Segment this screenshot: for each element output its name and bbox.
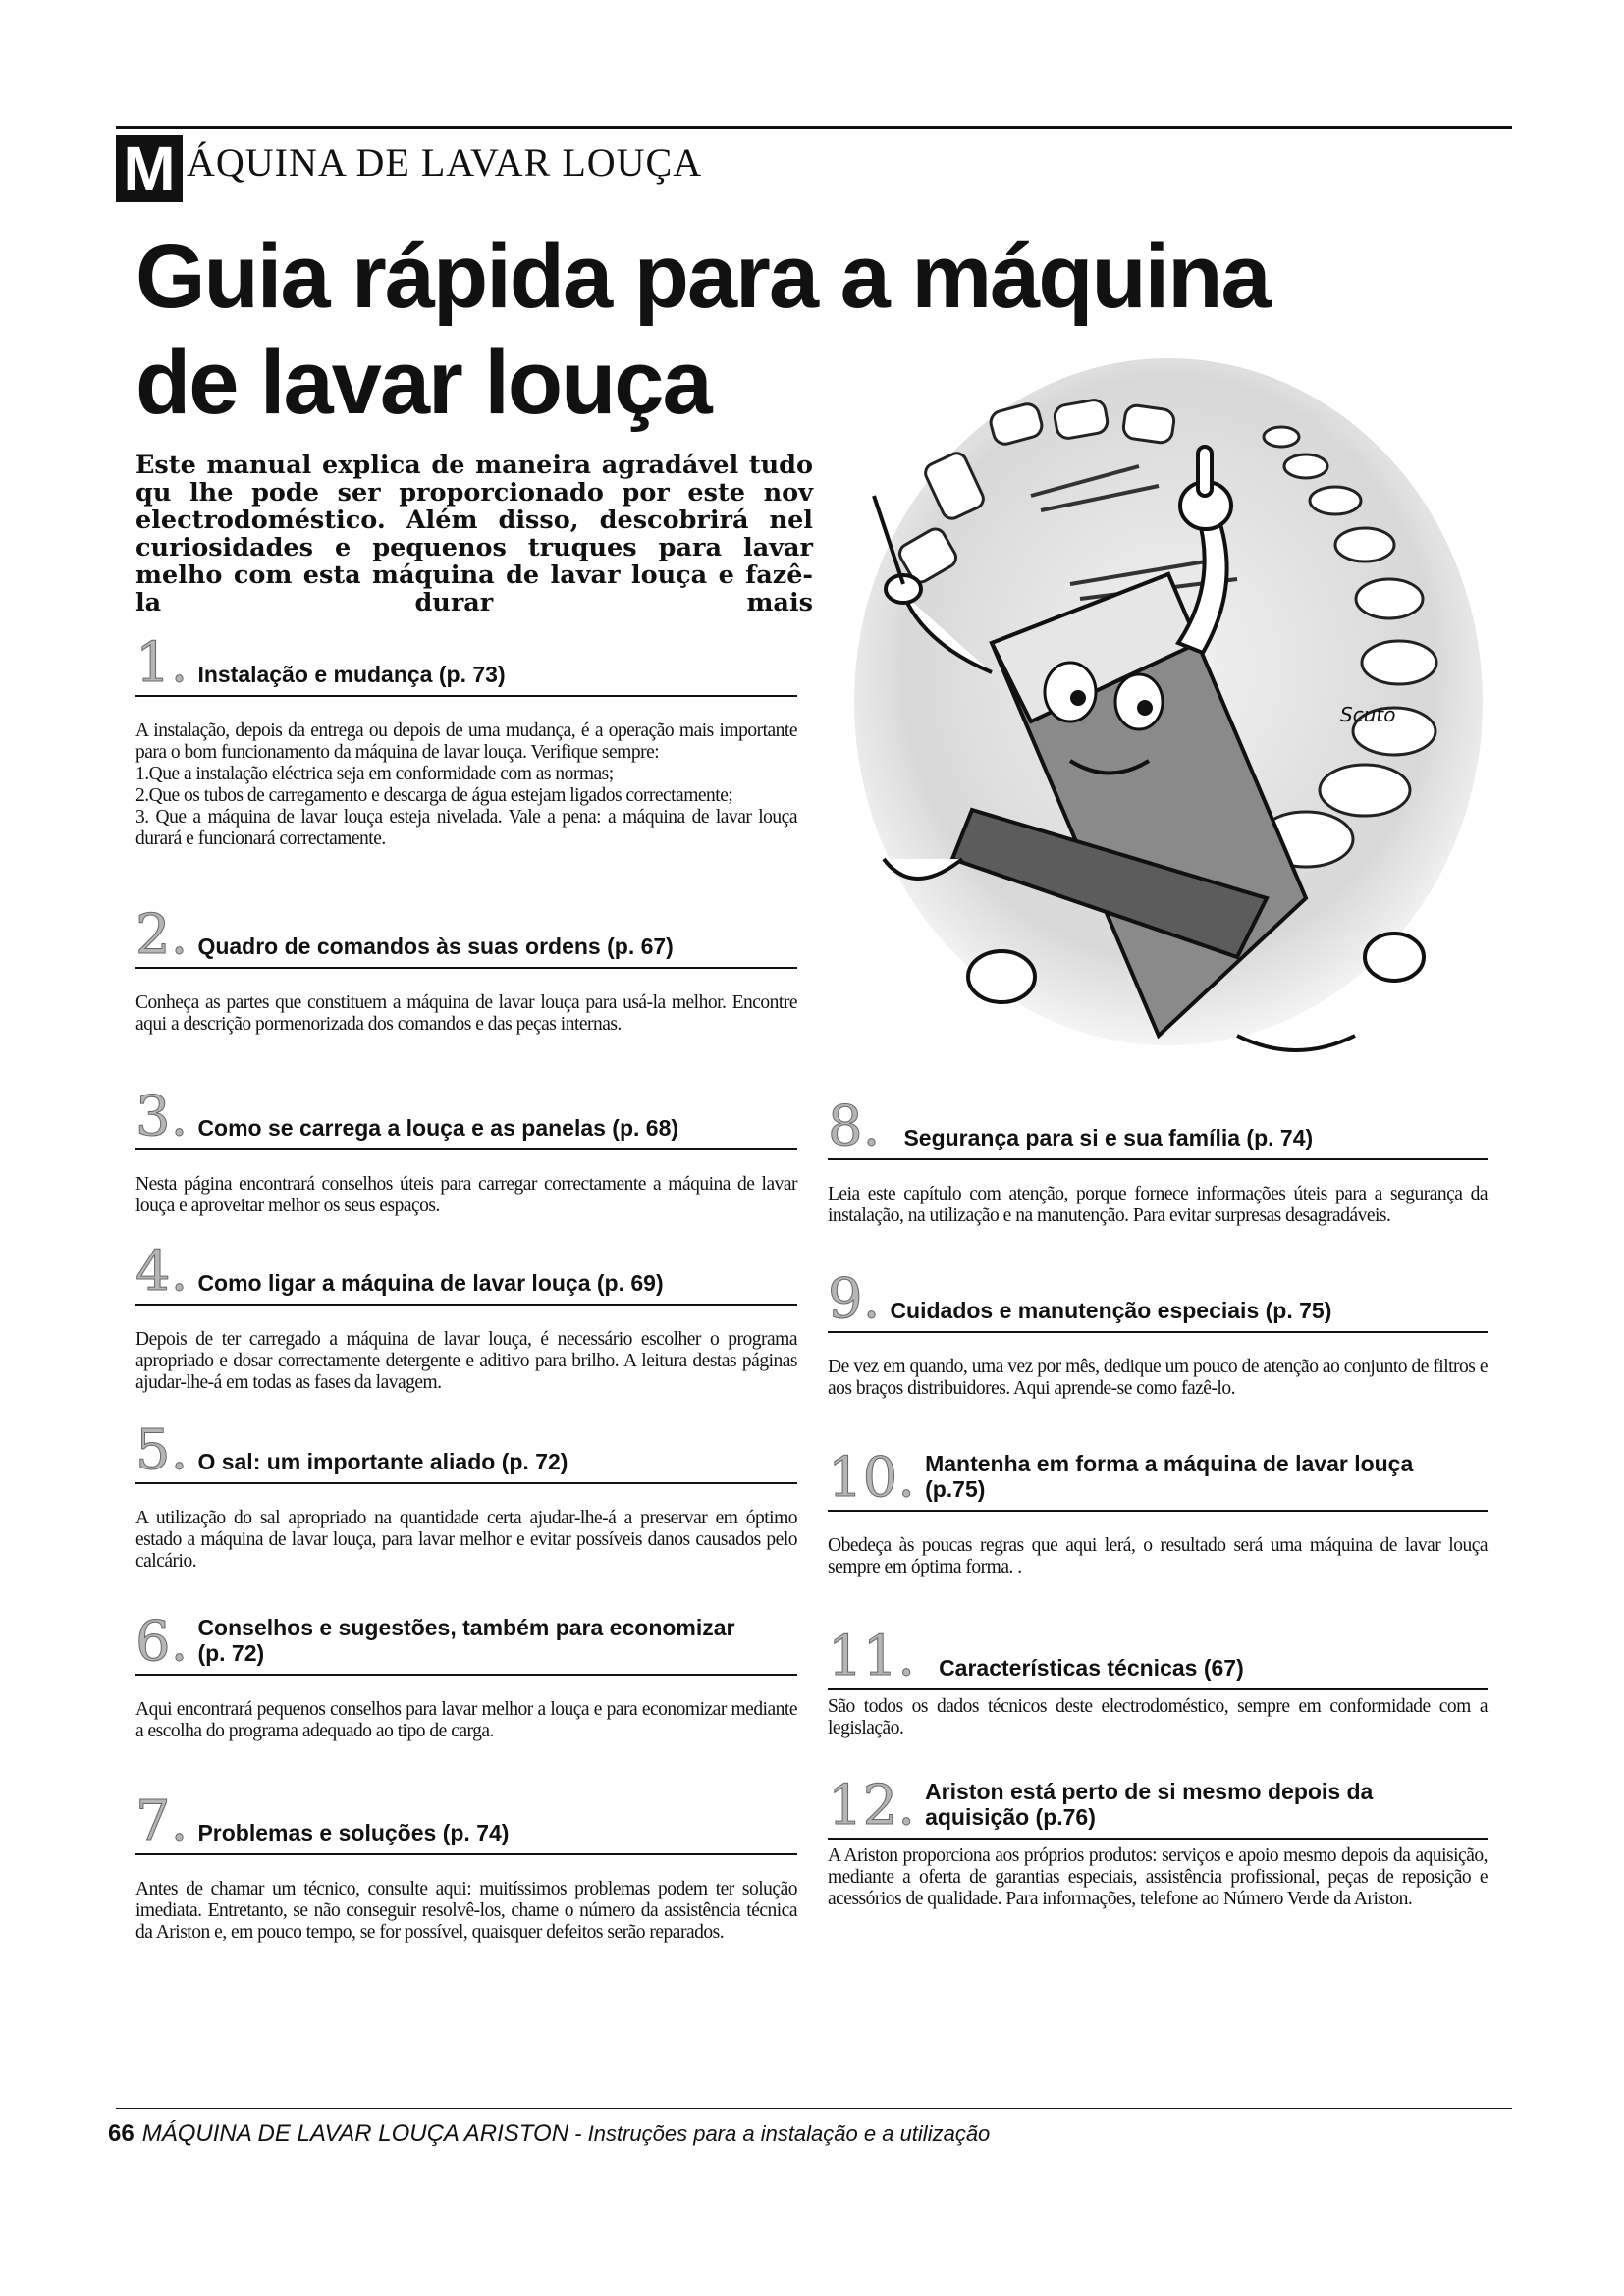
section-6-body: Aqui encontrará pequenos conselhos para lavar melhor a louça e para economizar mediante a escolha do programa adequado ao tipo de carga. [135,1699,797,1741]
section-5-body: A utilização do sal apropriado na quantidade certa ajudar-lhe-á a preservar em óptimo estado a máquina de lavar louça, para lavar melhor e evitar possíveis danos causados pelo calcário. [135,1508,797,1572]
section-1-header [135,631,797,697]
header-title: ÁQUINA DE LAVAR LOUÇA [187,140,703,185]
section-12-number: 12. [828,1774,916,1838]
page-title-line-2: de lavar louça [135,333,711,433]
section-10 [828,1446,1488,1578]
section-2-header [135,903,797,969]
section-7-header [135,1789,797,1855]
section-2-title: Quadro de comandos às suas ordens (p. 67) [197,934,674,959]
section-7-body: Antes de chamar um técnico, consulte aqui: muitíssimos problemas podem ter solução imediata. Entretanto, se não conseguir resolvê-los, chame o número da assistência técnica da Ariston e, em pouco tempo, se for possível, quaisquer defeitos serão reparados. [135,1879,797,1943]
section-9-title: Cuidados e manutenção especiais (p. 75) [890,1298,1332,1323]
dishwasher-cartoon-illustration [844,348,1492,1070]
section-10-header [828,1446,1488,1512]
section-3 [135,1085,797,1217]
section-1-intro-text: A instalação, depois da entrega ou depois de uma mudança, é a operação mais importante para o bom funcionamento da máquina de lavar louça. Verifique sempre: [135,721,797,763]
illustration-signature: Scuto [1340,703,1396,726]
section-8-title: Segurança para si e sua família (p. 74) [903,1125,1314,1150]
section-10-body: Obedeça às poucas regras que aqui lerá, o resultado será uma máquina de lavar louça sempre em óptima forma. . [828,1535,1488,1577]
section-5 [135,1418,797,1573]
section-9-body: De vez em quando, uma vez por mês, dedique um pouco de atenção ao conjunto de filtros e aos braços distribuidores. Aqui aprende-se como fazê-lo. [828,1357,1488,1399]
section-6 [135,1610,797,1742]
section-10-number: 10. [828,1446,916,1510]
section-3-number: 3. [135,1085,189,1148]
section-12-body: A Ariston proporciona aos próprios produtos: serviços e apoio mesmo depois da aquisição, mediante a oferta de garantias especiais, assistência profissional, peças de reposição e acessórios de qualidade. Para informações, telefone ao Número Verde da Ariston. [828,1845,1488,1909]
section-5-number: 5. [135,1418,189,1482]
section-6-title: Conselhos e sugestões, também para economizar (p. 72) [197,1615,735,1666]
section-4-title: Como ligar a máquina de lavar louça (p. 69) [197,1270,664,1296]
header-logo-letter: M [116,135,183,202]
top-rule [116,126,1512,129]
section-11-title: Características técnicas (67) [939,1655,1244,1681]
section-4 [135,1240,797,1394]
section-1-list-item-1: 1.Que a instalação eléctrica seja em conformidade com as normas; [135,764,614,784]
section-11 [828,1625,1488,1739]
footer-page-number: 66 [108,2120,135,2147]
section-9-number: 9. [828,1267,881,1331]
section-7-number: 7. [135,1789,189,1853]
section-3-title: Como se carrega a louça e as panelas (p. 68) [197,1115,679,1141]
section-9-header [828,1267,1488,1333]
section-1-number: 1. [135,631,189,695]
section-8-header [828,1095,1488,1160]
section-11-number: 11. [828,1625,916,1688]
section-4-number: 4. [135,1240,189,1304]
footer-title: MÁQUINA DE LAVAR LOUÇA ARISTON [141,2120,569,2147]
footer-subtitle: - Instruções para a instalação e a utilização [568,2121,991,2146]
section-3-header [135,1085,797,1150]
section-1-body [135,721,797,850]
section-11-header [828,1625,1488,1690]
section-12-header [828,1774,1488,1840]
section-1-title: Instalação e mudança (p. 73) [197,662,506,687]
section-1-list-item-2: 2.Que os tubos de carregamento e descarga de água estejam ligados correctamente; [135,785,733,806]
section-5-title: O sal: um importante aliado (p. 72) [197,1449,568,1474]
section-1 [135,631,797,850]
section-3-body: Nesta página encontrará conselhos úteis para carregar correctamente a máquina de lavar louça e aproveitar melhor os seus espaços. [135,1174,797,1216]
section-6-header [135,1610,797,1676]
section-12-title: Ariston está perto de si mesmo depois da aquisição (p.76) [925,1779,1374,1830]
section-2 [135,903,797,1036]
section-7-title: Problemas e soluções (p. 74) [197,1820,510,1845]
page-title-line-1: Guia rápida para a máquina [135,227,1270,327]
section-11-body: São todos os dados técnicos deste electrodoméstico, sempre em conformidade com a legislação. [828,1696,1488,1738]
section-4-body: Depois de ter carregado a máquina de lavar louça, é necessário escolher o programa apropriado e dosar correctamente detergente e aditivo para brilho. A leitura destas páginas ajudar-lhe-á em todas as fases da lavagem. [135,1329,797,1393]
page-footer [108,2120,990,2148]
bottom-rule [116,2108,1512,2109]
section-8-number: 8. [828,1095,881,1158]
section-2-body: Conheça as partes que constituem a máquina de lavar louça para usá-la melhor. Encontre aqui a descrição pormenorizada dos comandos e das peças internas. [135,992,797,1035]
section-12 [828,1774,1488,1910]
section-6-number: 6. [135,1610,189,1674]
section-8 [828,1095,1488,1227]
section-7 [135,1789,797,1944]
section-2-number: 2. [135,903,189,967]
section-1-list-item-3: 3. Que a máquina de lavar louça esteja nivelada. Vale a pena: a máquina de lavar louça durará e funcionará correctamente. [135,807,797,849]
section-4-header [135,1240,797,1306]
section-8-body: Leia este capítulo com atenção, porque fornece informações úteis para a segurança da instalação, na utilização e na manutenção. Para evitar surpresas desagradáveis. [828,1184,1488,1226]
intro-paragraph: Este manual explica de maneira agradável tudo qu lhe pode ser proporcionado por este nov electrodoméstico. Além disso, descobrirá nel curiosidades e pequenos truques para lavar melho com esta máquina de lavar louça e fazê-la durar mais [135,451,813,617]
section-5-header [135,1418,797,1484]
section-9 [828,1267,1488,1400]
section-10-title: Mantenha em forma a máquina de lavar louça (p.75) [925,1451,1414,1502]
